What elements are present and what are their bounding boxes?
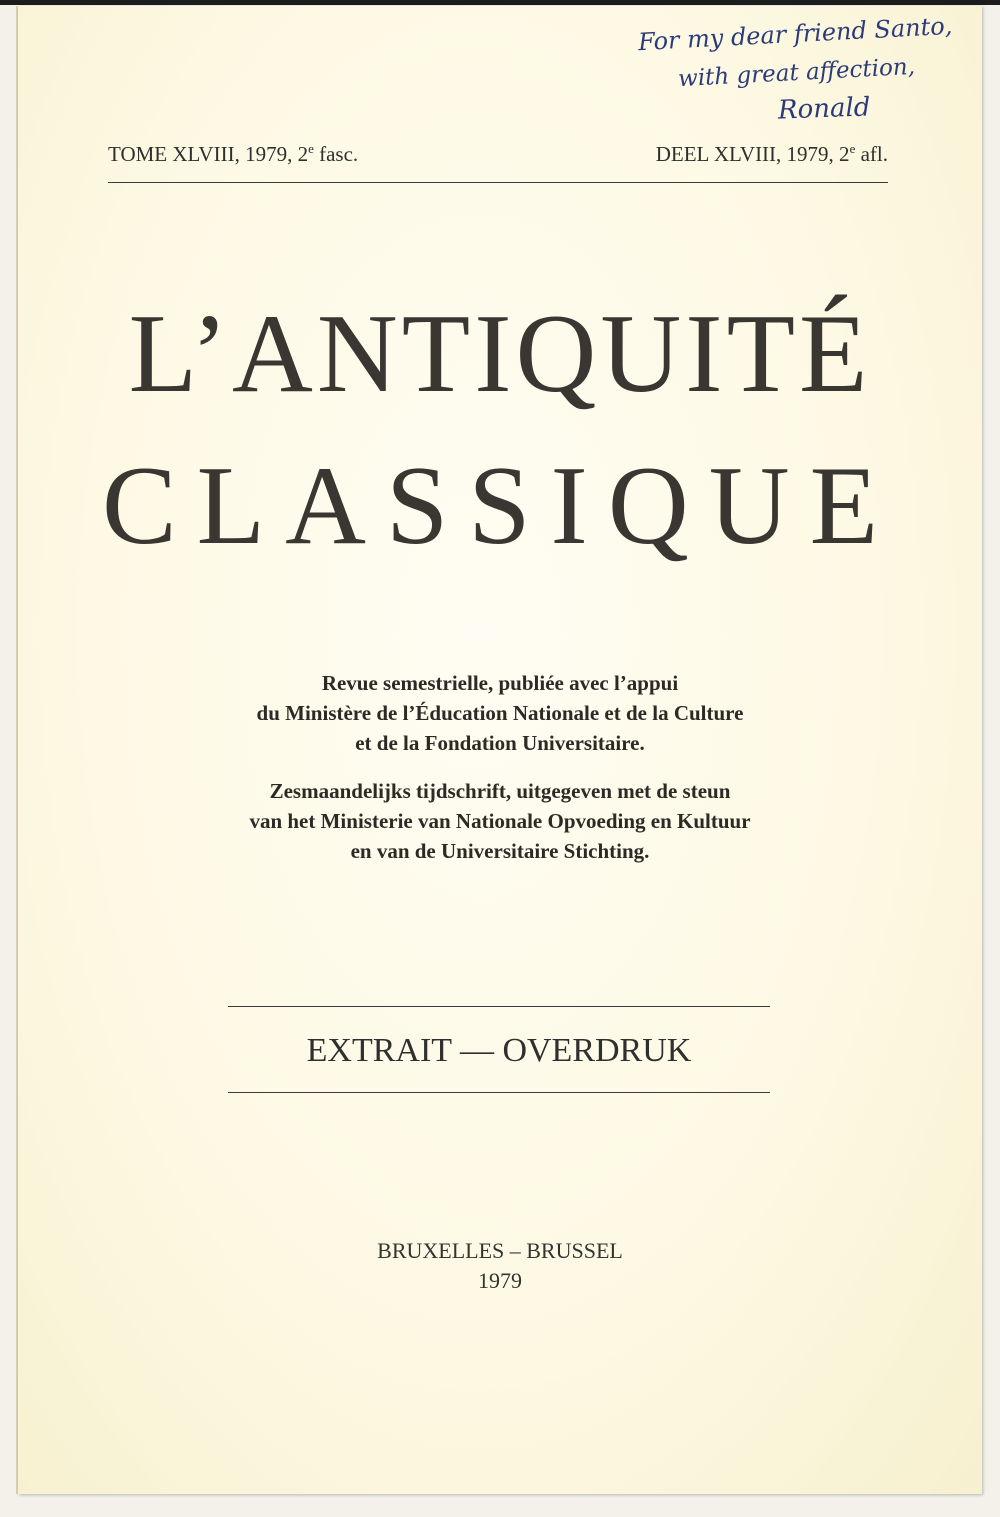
scan-top-edge (0, 0, 1000, 5)
extract-rule-top (228, 1006, 770, 1007)
journal-title-line-1: L’ANTIQUITÉ (128, 292, 872, 416)
volume-info-fr-main: TOME XLVIII, 1979, 2 (108, 142, 309, 166)
description-dutch (100, 776, 900, 866)
journal-cover-page (18, 6, 982, 1494)
volume-info-fr-sup: e (308, 141, 314, 156)
inscription-signature: Ronald (777, 92, 871, 126)
volume-info-fr (108, 142, 358, 167)
inscription-line-1: For my dear friend Santo, (637, 11, 953, 57)
volume-info-nl (656, 142, 888, 167)
imprint-year: 1979 (478, 1268, 522, 1293)
imprint-place: BRUXELLES – BRUSSEL (377, 1238, 623, 1263)
volume-info-fr-suffix: fasc. (313, 142, 359, 166)
volume-info-nl-main: DEEL XLVIII, 1979, 2 (655, 142, 850, 166)
inscription-line-2: with great affection, (677, 53, 916, 93)
description-french-line: du Ministère de l’Éducation Nationale et de la Culture (256, 701, 744, 725)
extract-rule-bottom (228, 1092, 770, 1093)
volume-info-nl-sup: e (849, 141, 856, 156)
description-french-line: Revue semestrielle, publiée avec l’appui (321, 671, 679, 695)
volume-info-nl-suffix: afl. (855, 142, 888, 166)
journal-title-line-2: CLASSIQUE (101, 444, 899, 568)
description-dutch-line: Zesmaandelijks tijdschrift, uitgegeven met de steun (269, 779, 731, 803)
description-french-line: et de la Fondation Universitaire. (355, 731, 645, 755)
description-dutch-line: van het Ministerie van Nationale Opvoeding en Kultuur (249, 809, 751, 833)
description-french (100, 668, 900, 758)
description-dutch-line: en van de Universitaire Stichting. (350, 839, 650, 863)
header-rule (108, 182, 888, 183)
extract-label: EXTRAIT — OVERDRUK (306, 1032, 692, 1069)
handwritten-inscription (630, 11, 970, 134)
